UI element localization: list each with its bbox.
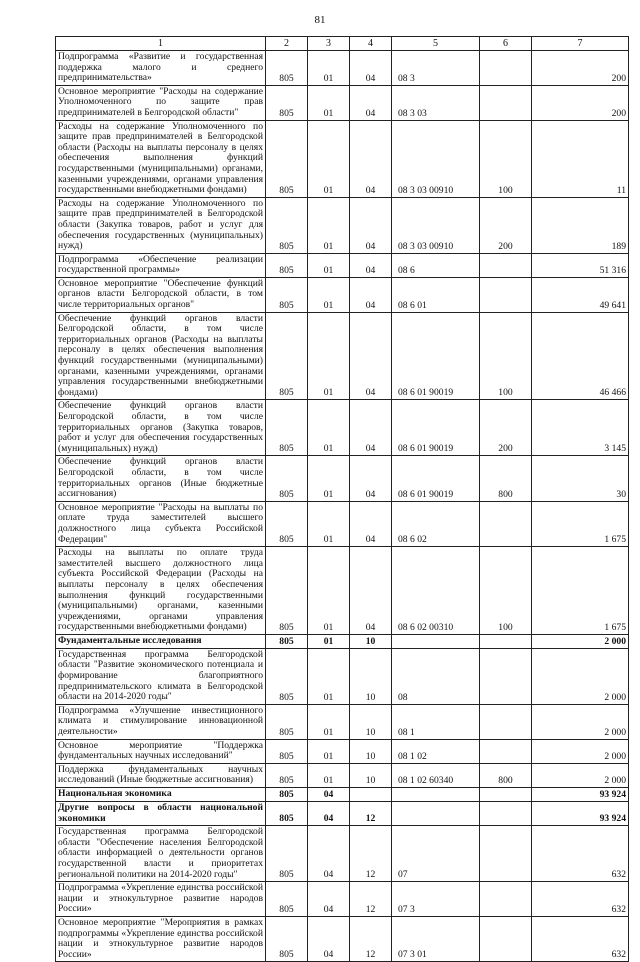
row-amount: 2 000	[532, 648, 629, 704]
budget-table	[55, 36, 629, 962]
row-amount: 49 641	[532, 277, 629, 312]
row-subsection: 10	[350, 739, 392, 763]
row-ministry-code: 805	[266, 704, 308, 739]
row-expense-type: 100	[480, 547, 532, 635]
row-target-article: 07	[392, 826, 480, 882]
table-row	[56, 826, 629, 882]
row-expense-type	[480, 802, 532, 826]
row-amount: 1 675	[532, 501, 629, 546]
row-ministry-code: 805	[266, 882, 308, 917]
row-amount: 3 145	[532, 400, 629, 456]
row-subsection: 10	[350, 648, 392, 704]
row-expense-type	[480, 739, 532, 763]
header-cell: 3	[308, 37, 350, 51]
table-row	[56, 501, 629, 546]
row-amount: 11	[532, 120, 629, 197]
row-section: 04	[308, 788, 350, 802]
table-row	[56, 456, 629, 501]
row-amount: 2 000	[532, 739, 629, 763]
row-section: 01	[308, 277, 350, 312]
table-row	[56, 51, 629, 86]
row-expense-type	[480, 634, 532, 648]
row-subsection: 04	[350, 277, 392, 312]
row-section: 04	[308, 882, 350, 917]
header-cell: 6	[480, 37, 532, 51]
row-subsection: 04	[350, 456, 392, 501]
header-cell: 7	[532, 37, 629, 51]
row-name: Фундаментальные исследования	[56, 634, 266, 648]
row-target-article: 08 6	[392, 253, 480, 277]
row-expense-type: 800	[480, 763, 532, 787]
table-row	[56, 547, 629, 635]
row-ministry-code: 805	[266, 547, 308, 635]
row-ministry-code: 805	[266, 277, 308, 312]
row-ministry-code: 805	[266, 763, 308, 787]
header-cell: 1	[56, 37, 266, 51]
row-target-article: 08 6 01	[392, 277, 480, 312]
header-cell: 4	[350, 37, 392, 51]
row-section: 01	[308, 704, 350, 739]
row-amount: 2 000	[532, 704, 629, 739]
row-ministry-code: 805	[266, 634, 308, 648]
table-row	[56, 197, 629, 253]
row-name: Основное мероприятие "Обеспечение функций органов власти Белгородской области, в том числе территориальных органов"	[56, 277, 266, 312]
row-section: 01	[308, 51, 350, 86]
row-amount: 93 924	[532, 788, 629, 802]
row-name: Основное мероприятие "Расходы на содержание Уполномоченного по защите прав предпринимателей в Белгородской области"	[56, 85, 266, 120]
row-name: Расходы на содержание Уполномоченного по защите прав предпринимателей в Белгородской области (Закупка товаров, работ и услуг для обеспечения государственных (муниципальных) нужд)	[56, 197, 266, 253]
row-subsection: 10	[350, 634, 392, 648]
table-row	[56, 85, 629, 120]
row-ministry-code: 805	[266, 85, 308, 120]
row-amount: 46 466	[532, 312, 629, 400]
table-row	[56, 788, 629, 802]
row-target-article: 08 1	[392, 704, 480, 739]
table-row	[56, 277, 629, 312]
table-row	[56, 253, 629, 277]
row-target-article: 07 3 01	[392, 916, 480, 961]
row-amount: 189	[532, 197, 629, 253]
row-expense-type	[480, 51, 532, 86]
row-section: 01	[308, 312, 350, 400]
row-target-article: 08	[392, 648, 480, 704]
row-name: Национальная экономика	[56, 788, 266, 802]
row-target-article: 08 3 03 00910	[392, 197, 480, 253]
row-expense-type	[480, 788, 532, 802]
row-amount: 632	[532, 882, 629, 917]
row-amount: 200	[532, 85, 629, 120]
row-amount: 1 675	[532, 547, 629, 635]
row-subsection: 04	[350, 120, 392, 197]
row-target-article: 08 6 01 90019	[392, 400, 480, 456]
row-expense-type: 200	[480, 197, 532, 253]
table-row	[56, 704, 629, 739]
row-ministry-code: 805	[266, 253, 308, 277]
table-row	[56, 400, 629, 456]
row-expense-type	[480, 916, 532, 961]
row-expense-type: 100	[480, 120, 532, 197]
row-section: 01	[308, 400, 350, 456]
row-amount: 51 316	[532, 253, 629, 277]
row-name: Расходы на выплаты по оплате труда заместителей высшего должностного лица субъекта Российской Федерации (Расходы на выплаты персоналу в целях обеспечения выполнения функций государственными (муниципальными) органами, казенными учреждениями, органами управления государственными внебюджетными фондами)	[56, 547, 266, 635]
row-target-article: 08 3 03	[392, 85, 480, 120]
row-ministry-code: 805	[266, 400, 308, 456]
row-name: Государственная программа Белгородской области "Развитие экономического потенциала и формирование благоприятного предпринимательского климата в Белгородской области на 2014-2020 годы"	[56, 648, 266, 704]
table-row	[56, 634, 629, 648]
row-expense-type	[480, 501, 532, 546]
row-name: Подпрограмма «Обеспечение реализации государственной программы»	[56, 253, 266, 277]
row-ministry-code: 805	[266, 916, 308, 961]
row-name: Подпрограмма «Развитие и государственная поддержка малого и среднего предпринимательства»	[56, 51, 266, 86]
row-expense-type	[480, 704, 532, 739]
row-target-article	[392, 634, 480, 648]
row-expense-type	[480, 85, 532, 120]
row-section: 01	[308, 763, 350, 787]
row-ministry-code: 805	[266, 312, 308, 400]
row-subsection: 10	[350, 704, 392, 739]
row-subsection: 04	[350, 501, 392, 546]
row-amount: 632	[532, 916, 629, 961]
row-target-article: 08 3 03 00910	[392, 120, 480, 197]
row-expense-type	[480, 648, 532, 704]
row-subsection: 12	[350, 802, 392, 826]
row-name: Основное мероприятие "Поддержка фундаментальных научных исследований"	[56, 739, 266, 763]
row-target-article	[392, 802, 480, 826]
row-amount: 2 000	[532, 634, 629, 648]
table-row	[56, 763, 629, 787]
row-subsection: 04	[350, 547, 392, 635]
row-section: 01	[308, 501, 350, 546]
row-section: 01	[308, 547, 350, 635]
row-section: 04	[308, 802, 350, 826]
row-name: Основное мероприятие "Мероприятия в рамках подпрограммы «Укрепление единства российской нации и этнокультурное развитие народов России»	[56, 916, 266, 961]
table-header-row	[56, 37, 629, 51]
row-subsection: 12	[350, 882, 392, 917]
row-subsection: 04	[350, 253, 392, 277]
row-subsection: 04	[350, 51, 392, 86]
row-subsection: 10	[350, 763, 392, 787]
row-ministry-code: 805	[266, 51, 308, 86]
row-ministry-code: 805	[266, 826, 308, 882]
row-section: 01	[308, 120, 350, 197]
row-name: Обеспечение функций органов власти Белгородской области, в том числе территориальных органов (Расходы на выплаты персоналу в целях обеспечения выполнения функций государственными (муниципальными) органами, казенными учреждениями, органами управления государственными внебюджетными фондами)	[56, 312, 266, 400]
row-section: 01	[308, 85, 350, 120]
row-target-article: 07 3	[392, 882, 480, 917]
row-section: 04	[308, 826, 350, 882]
row-target-article: 08 6 02 00310	[392, 547, 480, 635]
row-section: 01	[308, 456, 350, 501]
row-section: 01	[308, 197, 350, 253]
row-name: Подпрограмма «Укрепление единства российской нации и этнокультурное развитие народов России»	[56, 882, 266, 917]
header-cell: 2	[266, 37, 308, 51]
row-target-article: 08 3	[392, 51, 480, 86]
row-expense-type	[480, 882, 532, 917]
row-subsection: 04	[350, 85, 392, 120]
table-row	[56, 802, 629, 826]
row-name: Государственная программа Белгородской области "Обеспечение населения Белгородской области информацией о деятельности органов государственной власти и приоритетах региональной политики на 2014-2020 годы"	[56, 826, 266, 882]
row-target-article: 08 6 01 90019	[392, 456, 480, 501]
row-subsection: 12	[350, 826, 392, 882]
row-ministry-code: 805	[266, 501, 308, 546]
row-amount: 93 924	[532, 802, 629, 826]
row-amount: 2 000	[532, 763, 629, 787]
row-ministry-code: 805	[266, 120, 308, 197]
row-ministry-code: 805	[266, 456, 308, 501]
table-row	[56, 739, 629, 763]
row-section: 01	[308, 648, 350, 704]
row-ministry-code: 805	[266, 739, 308, 763]
row-subsection: 12	[350, 916, 392, 961]
row-expense-type	[480, 277, 532, 312]
row-subsection	[350, 788, 392, 802]
row-subsection: 04	[350, 400, 392, 456]
row-name: Обеспечение функций органов власти Белгородской области, в том числе территориальных органов (Закупка товаров, работ и услуг для обеспечения государственных (муниципальных) нужд)	[56, 400, 266, 456]
table-row	[56, 312, 629, 400]
row-expense-type: 100	[480, 312, 532, 400]
row-target-article	[392, 788, 480, 802]
row-expense-type	[480, 253, 532, 277]
table-row	[56, 916, 629, 961]
row-ministry-code: 805	[266, 648, 308, 704]
row-section: 01	[308, 634, 350, 648]
row-target-article: 08 6 02	[392, 501, 480, 546]
row-amount: 632	[532, 826, 629, 882]
row-amount: 200	[532, 51, 629, 86]
row-section: 04	[308, 916, 350, 961]
row-ministry-code: 805	[266, 197, 308, 253]
row-subsection: 04	[350, 312, 392, 400]
row-subsection: 04	[350, 197, 392, 253]
row-expense-type: 800	[480, 456, 532, 501]
row-name: Обеспечение функций органов власти Белгородской области, в том числе территориальных органов (Иные бюджетные ассигнования)	[56, 456, 266, 501]
row-target-article: 08 1 02 60340	[392, 763, 480, 787]
row-target-article: 08 6 01 90019	[392, 312, 480, 400]
row-amount: 30	[532, 456, 629, 501]
row-name: Поддержка фундаментальных научных исследований (Иные бюджетные ассигнования)	[56, 763, 266, 787]
header-cell: 5	[392, 37, 480, 51]
row-name: Основное мероприятие "Расходы на выплаты по оплате труда заместителей высшего должностного лица субъекта Российской Федерации"	[56, 501, 266, 546]
row-expense-type: 200	[480, 400, 532, 456]
table-row	[56, 882, 629, 917]
table-row	[56, 120, 629, 197]
row-section: 01	[308, 739, 350, 763]
row-expense-type	[480, 826, 532, 882]
row-name: Другие вопросы в области национальной экономики	[56, 802, 266, 826]
table-row	[56, 648, 629, 704]
row-name: Подпрограмма «Улучшение инвестиционного климата и стимулирование инновационной деятельности»	[56, 704, 266, 739]
page-number: 81	[314, 14, 326, 26]
row-target-article: 08 1 02	[392, 739, 480, 763]
row-name: Расходы на содержание Уполномоченного по защите прав предпринимателей в Белгородской области (Расходы на выплаты персоналу в целях обеспечения выполнения функций государственными (муниципальными) органами, казенными учреждениями, органами управления государственными внебюджетными фондами)	[56, 120, 266, 197]
row-ministry-code: 805	[266, 802, 308, 826]
row-section: 01	[308, 253, 350, 277]
row-ministry-code: 805	[266, 788, 308, 802]
